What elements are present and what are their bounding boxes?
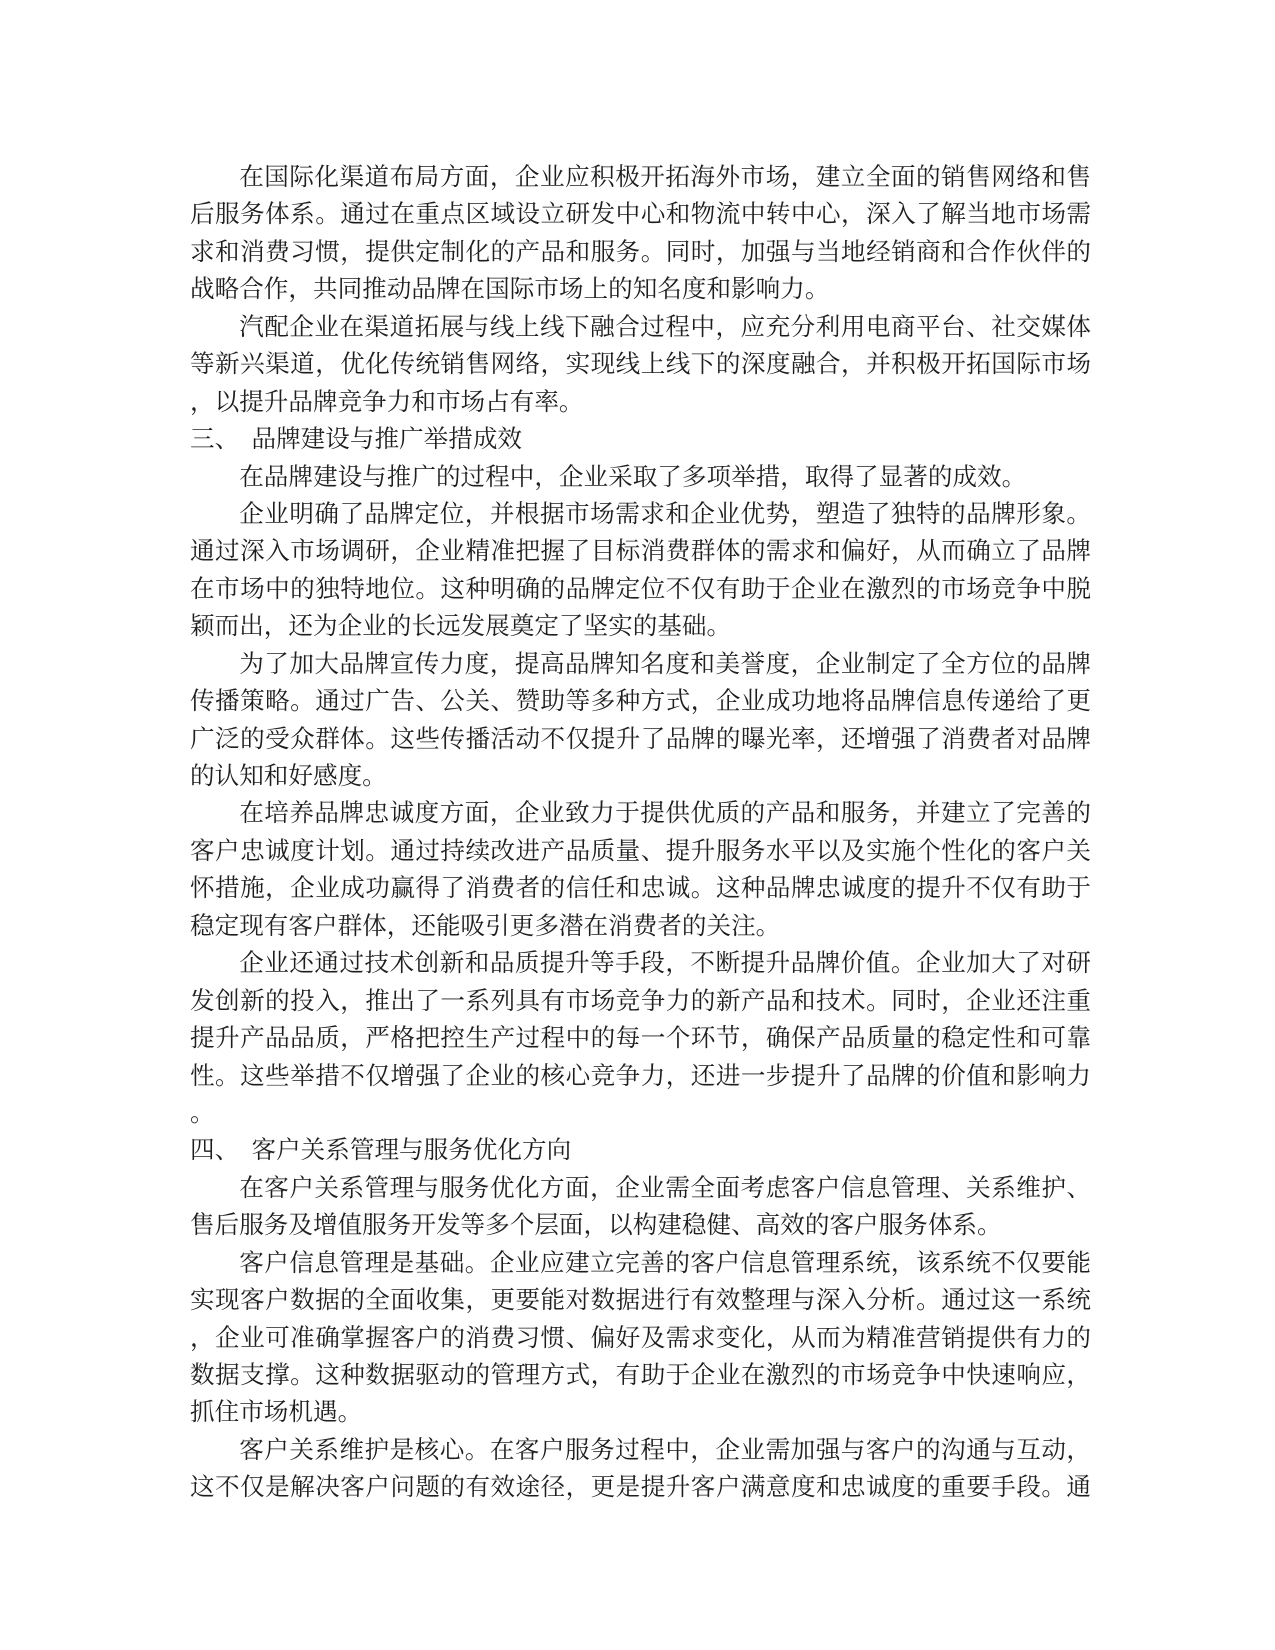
text-line: 在市场中的独特地位。这种明确的品牌定位不仅有助于企业在激烈的市场竞争中脱	[190, 575, 1091, 603]
text-line: 。	[190, 1099, 215, 1127]
text-line: 这不仅是解决客户问题的有效途径，更是提升客户满意度和忠诚度的重要手段。通	[190, 1474, 1091, 1502]
text-line: 在客户关系管理与服务优化方面，企业需全面考虑客户信息管理、关系维护、	[239, 1174, 1091, 1202]
document-text	[190, 159, 1091, 1507]
text-line: 等新兴渠道，优化传统销售网络，实现线上线下的深度融合，并积极开拓国际市场	[190, 351, 1091, 379]
text-line: 后服务体系。通过在重点区域设立研发中心和物流中转中心，深入了解当地市场需	[190, 201, 1091, 229]
text-line: 广泛的受众群体。这些传播活动不仅提升了品牌的曝光率，还增强了消费者对品牌	[190, 725, 1091, 753]
text-line: 传播策略。通过广告、公关、赞助等多种方式，企业成功地将品牌信息传递给了更	[190, 688, 1091, 716]
text-line: 抓住市场机遇。	[190, 1399, 363, 1427]
text-line: 求和消费习惯，提供定制化的产品和服务。同时，加强与当地经销商和合作伙伴的	[190, 238, 1091, 266]
text-line: 通过深入市场调研，企业精准把握了目标消费群体的需求和偏好，从而确立了品牌	[190, 538, 1091, 566]
text-line: 客户信息管理是基础。企业应建立完善的客户信息管理系统，该系统不仅要能	[239, 1249, 1091, 1277]
text-line: 在品牌建设与推广的过程中，企业采取了多项举措，取得了显著的成效。	[239, 463, 1027, 491]
text-line: 颖而出，还为企业的长远发展奠定了坚实的基础。	[190, 613, 732, 641]
text-line: 提升产品品质，严格把控生产过程中的每一个环节，确保产品质量的稳定性和可靠	[190, 1025, 1091, 1053]
text-line: 在国际化渠道布局方面，企业应积极开拓海外市场，建立全面的销售网络和售	[239, 164, 1091, 191]
text-line: ，以提升品牌竞争力和市场占有率。	[190, 388, 584, 416]
text-line: 稳定现有客户群体，还能吸引更多潜在消费者的关注。	[190, 912, 781, 940]
text-line: 售后服务及增值服务开发等多个层面，以构建稳健、高效的客户服务体系。	[190, 1212, 1002, 1240]
text-line: 汽配企业在渠道拓展与线上线下融合过程中，应充分利用电商平台、社交媒体	[239, 313, 1091, 341]
text-line: 为了加大品牌宣传力度，提高品牌知名度和美誉度，企业制定了全方位的品牌	[239, 650, 1091, 678]
text-line: ，企业可准确掌握客户的消费习惯、偏好及需求变化，从而为精准营销提供有力的	[190, 1324, 1091, 1352]
text-line: 实现客户数据的全面收集，更要能对数据进行有效整理与深入分析。通过这一系统	[190, 1287, 1091, 1315]
text-line: 客户关系维护是核心。在客户服务过程中，企业需加强与客户的沟通与互动，	[239, 1436, 1091, 1464]
text-line: 的认知和好感度。	[190, 763, 387, 790]
text-line: 客户忠诚度计划。通过持续改进产品质量、提升服务水平以及实施个性化的客户关	[190, 837, 1091, 865]
text-line: 企业还通过技术创新和品质提升等手段，不断提升品牌价值。企业加大了对研	[239, 950, 1091, 978]
text-line: 发创新的投入，推出了一系列具有市场竞争力的新产品和技术。同时，企业还注重	[190, 987, 1091, 1015]
text-line: 在培养品牌忠诚度方面，企业致力于提供优质的产品和服务，并建立了完善的	[239, 800, 1091, 828]
text-line: 性。这些举措不仅增强了企业的核心竞争力，还进一步提升了品牌的价值和影响力	[190, 1062, 1091, 1090]
section-heading: 四、 客户关系管理与服务优化方向	[190, 1137, 572, 1165]
text-line: 战略合作，共同推动品牌在国际市场上的知名度和影响力。	[190, 276, 830, 304]
section-heading: 三、 品牌建设与推广举措成效	[190, 426, 523, 454]
text-line: 数据支撑。这种数据驱动的管理方式，有助于企业在激烈的市场竞争中快速响应，	[190, 1362, 1091, 1389]
text-line: 怀措施，企业成功赢得了消费者的信任和忠诚。这种品牌忠诚度的提升不仅有助于	[190, 875, 1091, 903]
text-line: 企业明确了品牌定位，并根据市场需求和企业优势，塑造了独特的品牌形象。	[239, 500, 1091, 528]
